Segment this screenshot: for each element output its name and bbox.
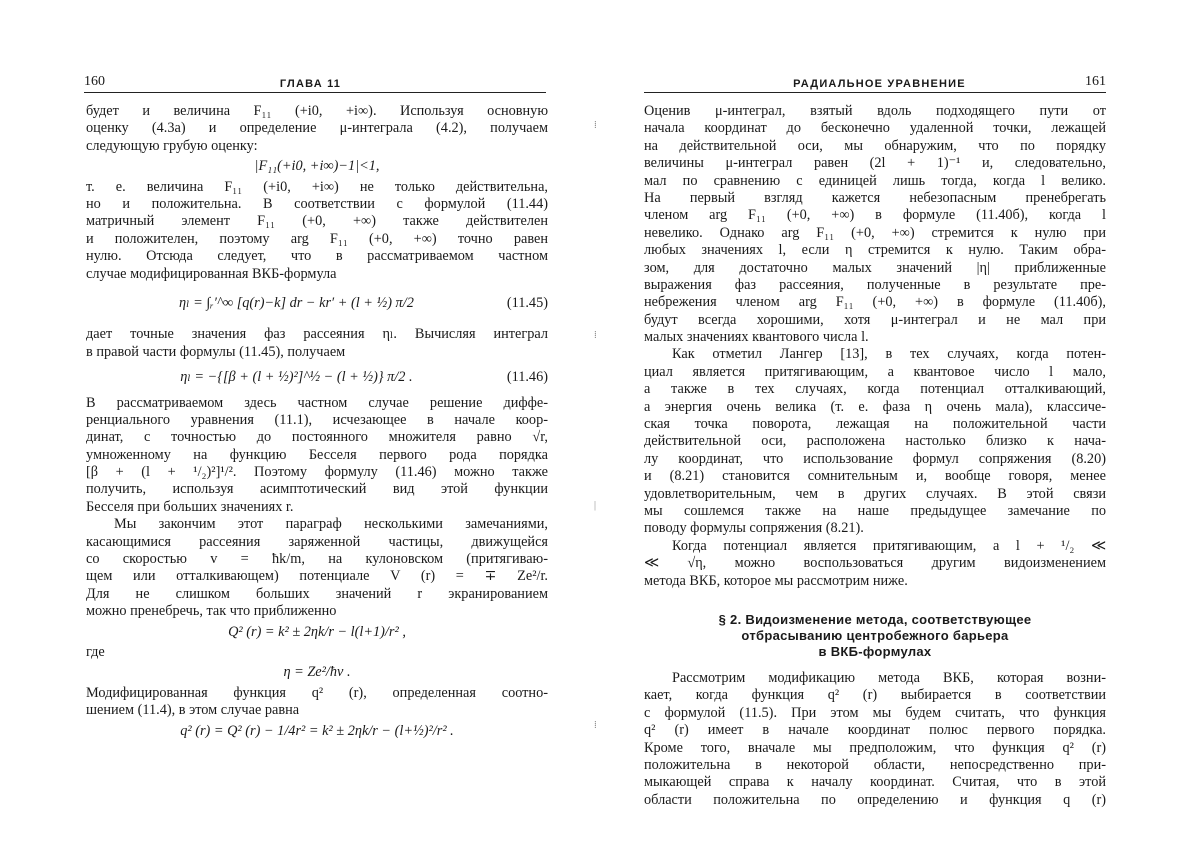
text-line: следующую грубую оценку: xyxy=(86,137,258,154)
text-line: ≪ √η, можно воспользоваться другим видоизменением xyxy=(644,555,1106,572)
text-line: положительна в некоторой области, непосредственно при- xyxy=(644,756,1106,773)
text-line: Для не слишком больших значений r экранированием xyxy=(86,585,548,602)
text-line: Мы закончим этот параграф несколькими замечаниями, xyxy=(114,516,548,533)
text-line: можно пренебречь, так что приближенно xyxy=(86,603,337,620)
text-line: касающимися рассеяния заряженной частицы, движущейся xyxy=(86,533,548,550)
text-line: области положительна по определению и функция q (r) xyxy=(644,791,1106,808)
text-line: в правой части формулы (11.45), получаем xyxy=(86,343,346,360)
text-line: выражения фаз рассеяния, полученные в результате пре- xyxy=(644,276,1106,293)
right-page xyxy=(600,0,1200,848)
text-line: нулю. Отсюда следует, что в рассматриваемом частном xyxy=(86,248,548,265)
formula: η = Ze²/ħv . xyxy=(283,664,351,681)
formula-11-45 xyxy=(86,283,548,326)
right-page-number: 161 xyxy=(1084,74,1106,89)
right-page-body xyxy=(644,103,1106,809)
text-line: Рассмотрим модификацию метода ВКБ, которая возни- xyxy=(672,669,1106,686)
text-line: умноженному на функцию Бесселя первого рода порядка xyxy=(86,446,548,463)
text-line: случае модифицированная ВКБ-формула xyxy=(86,265,337,282)
gutter-mark: ⁞ xyxy=(594,120,597,131)
text-line: удовлетворительным, чем в других случаях. В этой связи xyxy=(644,485,1106,502)
text-line: динат, с точностью до постоянного множителя равно √r, xyxy=(86,429,548,446)
text-line: с формулой (11.5). При этом мы будем считать, что функция xyxy=(644,704,1106,721)
text-line: действительной оси, расположена настолько близко к нача- xyxy=(644,433,1106,450)
gutter-mark: ⁞ xyxy=(594,330,597,341)
text-line: шением (11.4), в этом случае равна xyxy=(86,702,300,719)
text-line: Оценив μ-интеграл, взятый вдоль подходящего пути от xyxy=(644,103,1106,119)
equation-number: (11.46) xyxy=(506,369,548,386)
text-line: со скоростью v = ħk/m, на кулоновском (притягиваю- xyxy=(86,551,548,568)
text-line: т. е. величина F₁₁ (+i0, +i∞) не только действительна, xyxy=(86,178,548,195)
text-line: небрежения членом arg F₁₁ (+0, +∞) в формуле (11.40б), xyxy=(644,294,1106,311)
text-line: мал по сравнению с единицей лишь тогда, когда l велико. xyxy=(644,172,1106,189)
formula-text: ηₗ = −{[β + (l + ½)²]^½ − (l + ½)} π/2 . xyxy=(180,369,413,386)
text-line: На первый взгляд кажется небезопасным пренебрегать xyxy=(644,189,1106,206)
text-line: будет и величина F₁₁ (+i0, +i∞). Используя основную xyxy=(86,103,548,119)
text-line: величины μ-интеграл равен (2l + 1)⁻¹ и, следовательно, xyxy=(644,155,1106,172)
text-line: мы сошлемся также на наше предыдущее замечание по xyxy=(644,502,1106,519)
section-heading: § 2. Видоизменение метода, соответствующее xyxy=(718,611,1032,627)
text-line: Бесселя при больших значениях r. xyxy=(86,498,294,515)
spacer xyxy=(644,590,1106,612)
left-page-body xyxy=(86,103,548,743)
text-line: лу координат, что использование формул сопряжения (8.20) xyxy=(644,450,1106,467)
text-line: мыкающей справа к началу координат. Считая, что в этой xyxy=(644,774,1106,791)
section-heading: в ВКБ-формулах xyxy=(818,643,932,659)
text-line: Как отметил Лангер [13], в тех случаях, когда потен- xyxy=(672,346,1106,363)
text-line: [β + (l + ¹/₂)²]¹/². Поэтому формулу (11.46) можно также xyxy=(86,464,548,481)
text-line: ренциального уравнения (11.1), исчезающее в начале коор- xyxy=(86,411,548,428)
text-line: а также в тех случаях, когда потенциал отталкивающий, xyxy=(644,381,1106,398)
text-line: и (8.21) становится сомнительным и, вообще говоря, менее xyxy=(644,468,1106,485)
right-page-header xyxy=(644,72,1106,93)
formula: |F₁₁(+i0, +i∞)−1|<1, xyxy=(254,158,380,175)
text-line: но и положительна. В соответствии с формулой (11.44) xyxy=(86,195,548,212)
text-line: членом arg F₁₁ (+0, +∞) в формуле (11.40б), когда l xyxy=(644,207,1106,224)
formula-text: ηₗ = ∫ᵣ′^∞ [q(r)−k] dr − kr′ + (l + ½) π/2 xyxy=(178,294,414,311)
formula-11-46 xyxy=(86,361,548,394)
text-line: где xyxy=(86,644,105,660)
text-line: циал является притягивающим, а квантовое число l мало, xyxy=(644,363,1106,380)
equation-number: (11.45) xyxy=(506,294,548,311)
text-line: и положителен, поэтому arg F₁₁ (+0, +∞) точно равен xyxy=(86,230,548,247)
text-line: на действительной оси, мы обнаружим, что по порядку xyxy=(644,137,1106,154)
formula: q² (r) = Q² (r) − 1/4r² = k² ± 2ηk/r − (l+½)²/r² . xyxy=(180,722,454,739)
text-line: В рассматриваемом здесь частном случае решение диффе- xyxy=(86,394,548,411)
right-running-title: РАДИАЛЬНОЕ УРАВНЕНИЕ xyxy=(793,78,966,90)
spacer xyxy=(644,660,1106,670)
text-line: зом, для достаточно малых значений |η| приближенные xyxy=(644,259,1106,276)
text-line: а энергия очень велика (т. е. фаза η очень мала), классиче- xyxy=(644,398,1106,415)
gutter-mark: ⁞ xyxy=(594,720,597,731)
text-line: q² (r) имеет в начале координат полюс первого порядка. xyxy=(644,722,1106,739)
text-line: оценку (4.3а) и определение μ-интеграла (4.2), получаем xyxy=(86,120,548,137)
text-line: любых значениях l, если η стремится к нулю. Таким обра- xyxy=(644,242,1106,259)
text-line: дает точные значения фаз рассеяния ηₗ. Вычисляя интеграл xyxy=(86,326,548,343)
text-line: щем или отталкивающем) потенциале V (r) = ∓ Ze²/r. xyxy=(86,568,548,585)
text-line: Когда потенциал является притягивающим, а l + ¹/₂ ≪ xyxy=(672,537,1106,554)
formula: Q² (r) = k² ± 2ηk/r − l(l+1)/r² , xyxy=(228,623,406,640)
left-page-header xyxy=(84,72,546,93)
text-line: метода ВКБ, которое мы рассмотрим ниже. xyxy=(644,572,908,589)
text-line: Кроме того, вначале мы предположим, что функция q² (r) xyxy=(644,739,1106,756)
gutter-mark: | xyxy=(594,500,597,511)
text-line: кает, когда функция q² (r) выбирается в соответствии xyxy=(644,687,1106,704)
section-heading: отбрасыванию центробежного барьера xyxy=(741,627,1009,643)
left-page-number: 160 xyxy=(84,74,105,89)
left-running-title: ГЛАВА 11 xyxy=(279,78,342,90)
text-line: ская точка поворота, лежащая на положительной части xyxy=(644,416,1106,433)
text-line: Модифицированная функция q² (r), определенная соотно- xyxy=(86,684,548,701)
text-line: невелико. Однако arg F₁₁ (+0, +∞) стремится к нулю при xyxy=(644,224,1106,241)
text-line: матричный элемент F₁₁ (+0, +∞) также действителен xyxy=(86,213,548,230)
text-line: малых значениях квантового числа l. xyxy=(644,329,869,346)
text-line: будут всегда хорошими, хотя μ-интеграл и не мал при xyxy=(644,311,1106,328)
text-line: начала координат до бесконечно удаленной точки, лежащей xyxy=(644,120,1106,137)
text-line: получить, используя асимптотический вид этой функции xyxy=(86,481,548,498)
text-line: поводу формулы сопряжения (8.21). xyxy=(644,520,864,537)
